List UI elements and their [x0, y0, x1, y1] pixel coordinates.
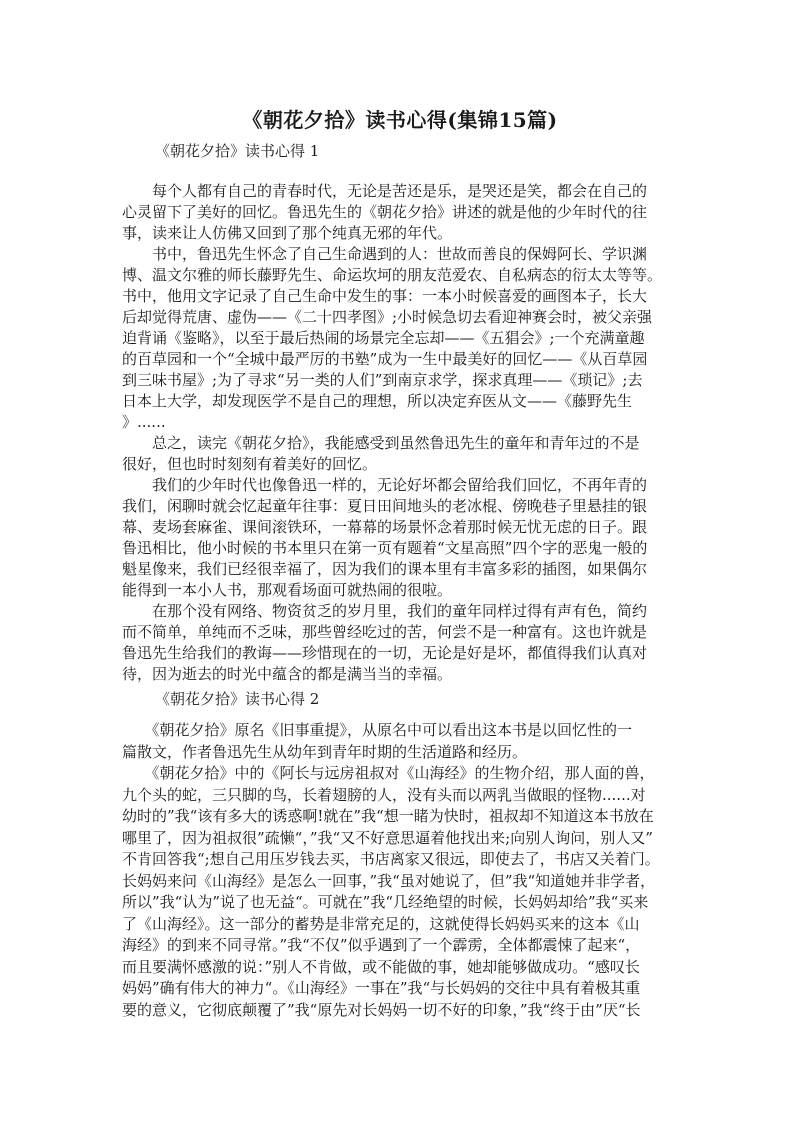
text-line: 迫背诵《鉴略》，以至于最后热闹的场景完全忘却——《五猖会》;一个充满童趣: [122, 329, 645, 347]
text-line: 到三味书屋》;为了寻求“另一类的人们”到南京求学，探求真理——《琐记》;去: [122, 371, 643, 389]
text-line: 长妈妈来问《山海经》是怎么一回事，”我“虽对她说了，但”我“知道她并非学者，: [122, 871, 656, 890]
section-heading-1: 《朝花夕拾》读书心得 1: [155, 142, 320, 160]
text-line: 哪里了，因为祖叔很”疏懒“，”我“又不好意思逼着他找出来;向别人询问，别人又”: [122, 828, 653, 847]
text-line: 在那个没有网络、物资贫乏的岁月里，我们的童年同样过得有声有色，简约: [122, 602, 648, 620]
text-line: 要的意义，它彻底颠覆了”我“原先对长妈妈一切不好的印象，”我“终于由”厌“长: [122, 1000, 641, 1019]
text-line: 日本上大学，却发现医学不是自己的理想，所以决定弃医从文——《藤野先生: [122, 392, 633, 410]
section-heading-2: 《朝花夕拾》读书心得 2: [155, 690, 320, 708]
text-line: 鲁迅先生给我们的教诲——珍惜现在的一切，无论是好是坏，都值得我们认真对: [122, 644, 648, 662]
text-line: 后却觉得荒唐、虚伪——《二十四孝图》;小时候急切去看迎神赛会时，被父亲强: [122, 308, 653, 326]
text-line: 心灵留下了美好的回忆。鲁迅先生的《朝花夕拾》讲述的就是他的少年时代的往: [122, 203, 648, 221]
text-line: 我们，闲聊时就会忆起童年往事：夏日田间地头的老冰棍、傍晚巷子里悬挂的银: [122, 497, 648, 515]
text-line: 而不简单，单纯而不乏味，那些曾经吃过的苦，何尝不是一种富有。这也许就是: [122, 623, 648, 641]
text-line: 了《山海经》。这一部分的蓄势是非常充足的，这就使得长妈妈买来的这本《山: [122, 914, 640, 933]
text-line: 海经》的到来不同寻常。”我“不仅”似乎遇到了一个霹雳，全体都震悚了起来“，: [122, 936, 641, 954]
text-line: 九个头的蛇，三只脚的鸟，长着翅膀的人，没有头而以两乳当做眼的怪物......对: [122, 785, 646, 804]
text-line: 书中，他用文字记录了自己生命中发生的事：一本小时候喜爱的画图本子，长大: [122, 287, 648, 305]
text-line: 而且要满怀感激的说：”别人不肯做，或不能做的事，她却能够做成功。“感叹长: [122, 957, 640, 976]
text-line: 能得到一本小人书，那观看场面可就热闹的很啦。: [122, 581, 453, 599]
text-line: 幕、麦场套麻雀、课间滚铁环，一幕幕的场景怀念着那时候无忧无虑的日子。跟: [122, 518, 648, 536]
text-line: 妈妈”确有伟大的神力“。《山海经》一事在”我“与长妈妈的交往中具有着极其重: [122, 979, 641, 997]
text-line: 》......: [122, 413, 166, 431]
text-line: 很好，但也时时刻刻有着美好的回忆。: [122, 455, 378, 473]
text-line: 博、温文尔雅的师长藤野先生、命运坎坷的朋友范爱农、自私病态的衍太太等等。: [122, 266, 663, 284]
text-line: 所以”我“认为”说了也无益“。可就在”我“几经绝望的时候，长妈妈却给”我“买来: [122, 893, 649, 911]
text-line: 待，因为逝去的时光中蕴含的都是满当当的幸福。: [122, 665, 453, 683]
text-line: 鲁迅相比，他小时候的书本里只在第一页有题着“文星高照”四个字的恶鬼一般的: [122, 539, 648, 557]
text-line: 书中，鲁迅先生怀念了自己生命遇到的人：世故而善良的保姆阿长、学识渊: [122, 245, 648, 263]
text-line: 的百草园和一个“全城中最严厉的书塾”成为一生中最美好的回忆——《从百草园: [122, 350, 648, 368]
text-line: 事，读来让人仿佛又回到了那个纯真无邪的年代。: [122, 224, 453, 242]
text-line: 幼时的”我“该有多大的诱惑啊!就在”我“想一睹为快时，祖叔却不知道这本书放在: [122, 807, 654, 825]
text-line: 每个人都有自己的青春时代，无论是苦还是乐，是哭还是笑，都会在自己的: [122, 182, 648, 200]
text-line: 篇散文，作者鲁迅先生从幼年到青年时期的生活道路和经历。: [122, 742, 528, 761]
text-line: 我们的少年时代也像鲁迅一样的，无论好坏都会留给我们回忆，不再年青的: [122, 476, 648, 494]
text-line: 总之，读完《朝花夕拾》，我能感受到虽然鲁迅先生的童年和青年过的不是: [122, 434, 640, 452]
text-line: 《朝花夕拾》中的《阿长与远房祖叔对《山海经》的生物介绍，那人面的兽，: [122, 764, 655, 782]
text-line: 魁星像来，我们已经很幸福了，因为我们的课本里有丰富多彩的插图，如果偶尔: [122, 560, 648, 578]
text-line: 《朝花夕拾》原名《旧事重提》，从原名中可以看出这本书是以回忆性的一: [122, 721, 633, 739]
document-title: 《朝花夕拾》读书心得(集锦15篇): [242, 108, 558, 132]
text-line: 不肯回答我“;想自己用压岁钱去买，书店离家又很远，即使去了，书店又关着门。: [122, 850, 660, 868]
